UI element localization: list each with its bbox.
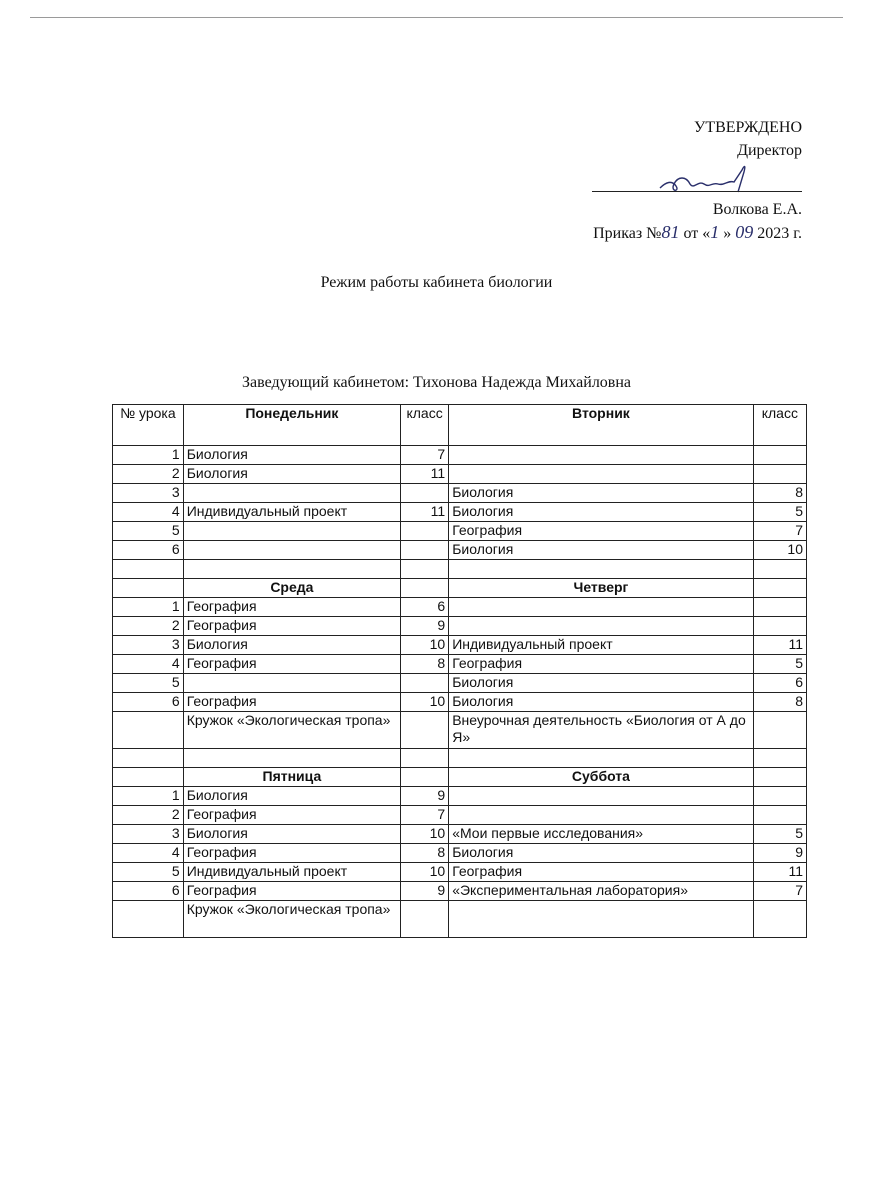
class-cell: 10 — [753, 541, 806, 560]
lesson-number: 3 — [113, 636, 184, 655]
lesson-number: 2 — [113, 617, 184, 636]
subject-cell — [449, 901, 753, 938]
subject-cell: Биология — [183, 465, 400, 484]
schedule-row — [113, 882, 807, 901]
empty-cell — [183, 749, 400, 768]
subject-cell — [449, 598, 753, 617]
subject-cell: География — [449, 522, 753, 541]
subject-cell — [449, 787, 753, 806]
subject-cell: Биология — [449, 674, 753, 693]
day-header-thursday: Четверг — [449, 579, 753, 598]
order-day: 1 — [710, 222, 720, 242]
empty-cell — [183, 560, 400, 579]
lesson-number: 1 — [113, 598, 184, 617]
class-cell: 11 — [401, 465, 449, 484]
col-lesson-header: № урока — [113, 405, 184, 446]
lesson-number — [113, 712, 184, 749]
subject-cell — [183, 484, 400, 503]
director-name: Волкова Е.А. — [712, 201, 802, 218]
empty-cell — [401, 560, 449, 579]
class-cell: 11 — [401, 503, 449, 522]
day-header-wednesday: Среда — [183, 579, 400, 598]
signature-row — [502, 162, 802, 198]
class-cell: 11 — [753, 863, 806, 882]
empty-cell — [753, 749, 806, 768]
day-header-friday: Пятница — [183, 768, 400, 787]
class-cell — [753, 446, 806, 465]
approval-position: Директор — [737, 142, 802, 159]
class-cell — [753, 787, 806, 806]
lesson-number: 5 — [113, 674, 184, 693]
lesson-number: 1 — [113, 787, 184, 806]
class-cell: 8 — [753, 484, 806, 503]
class-cell — [753, 465, 806, 484]
signature-line — [592, 191, 802, 192]
subject-cell — [449, 465, 753, 484]
head-of-room: Заведующий кабинетом: Тихонова Надежда Михайловна — [241, 374, 632, 391]
lesson-number: 4 — [113, 503, 184, 522]
subject-cell: География — [183, 598, 400, 617]
empty-cell — [753, 579, 806, 598]
subject-cell: «Мои первые исследования» — [449, 825, 753, 844]
empty-cell — [449, 560, 753, 579]
subject-cell — [183, 674, 400, 693]
schedule-row — [113, 844, 807, 863]
subject-cell: Внеурочная деятельность «Биология от А до Я» — [449, 712, 753, 749]
subject-cell: География — [183, 806, 400, 825]
subject-cell: Биология — [183, 787, 400, 806]
empty-cell — [113, 560, 184, 579]
lesson-number: 4 — [113, 655, 184, 674]
lesson-number: 2 — [113, 806, 184, 825]
class-cell: 9 — [401, 617, 449, 636]
class-cell: 8 — [753, 693, 806, 712]
subject-cell — [183, 522, 400, 541]
lesson-number: 6 — [113, 882, 184, 901]
subject-cell: Биология — [183, 446, 400, 465]
empty-cell — [753, 768, 806, 787]
class-cell: 10 — [401, 636, 449, 655]
schedule-row — [113, 541, 807, 560]
empty-cell — [449, 749, 753, 768]
schedule-row — [113, 806, 807, 825]
subject-cell: География — [183, 655, 400, 674]
class-cell — [401, 712, 449, 749]
header-row — [113, 405, 807, 446]
subject-cell — [183, 541, 400, 560]
order-mid: » — [723, 225, 732, 242]
class-cell — [401, 674, 449, 693]
class-cell: 11 — [753, 636, 806, 655]
class-cell: 10 — [401, 825, 449, 844]
class-cell: 9 — [753, 844, 806, 863]
class-cell: 10 — [401, 863, 449, 882]
class-cell — [753, 598, 806, 617]
subject-cell: Кружок «Экологическая тропа» — [183, 712, 400, 749]
class-cell: 6 — [401, 598, 449, 617]
subject-cell: Биология — [449, 484, 753, 503]
empty-cell — [401, 749, 449, 768]
day-header-saturday: Суббота — [449, 768, 753, 787]
schedule-row — [113, 503, 807, 522]
class-cell: 7 — [401, 446, 449, 465]
class-cell — [401, 901, 449, 938]
class-cell — [753, 617, 806, 636]
order-month: 09 — [735, 222, 754, 242]
day-header-row — [113, 768, 807, 787]
empty-cell — [113, 749, 184, 768]
schedule-row — [113, 693, 807, 712]
schedule-row — [113, 484, 807, 503]
schedule-table — [112, 404, 807, 938]
subject-cell — [449, 446, 753, 465]
class-cell — [401, 522, 449, 541]
subject-cell: Кружок «Экологическая тропа» — [183, 901, 400, 938]
class-cell: 7 — [753, 882, 806, 901]
subject-cell: «Экспериментальная лаборатория» — [449, 882, 753, 901]
schedule-row — [113, 465, 807, 484]
subject-cell: Индивидуальный проект — [449, 636, 753, 655]
schedule-row — [113, 787, 807, 806]
class-cell: 8 — [401, 655, 449, 674]
scan-edge-line — [30, 17, 843, 18]
subject-cell: География — [183, 844, 400, 863]
approval-block — [502, 116, 802, 244]
subject-cell: Биология — [183, 636, 400, 655]
schedule-row — [113, 901, 807, 938]
class-cell: 6 — [753, 674, 806, 693]
schedule-row — [113, 712, 807, 749]
subject-cell: Биология — [183, 825, 400, 844]
lesson-number: 5 — [113, 863, 184, 882]
spacer-row — [113, 749, 807, 768]
schedule-row — [113, 636, 807, 655]
class-cell: 8 — [401, 844, 449, 863]
subject-cell: Индивидуальный проект — [183, 503, 400, 522]
class-cell: 9 — [401, 787, 449, 806]
subject-cell: Биология — [449, 844, 753, 863]
empty-cell — [113, 579, 184, 598]
class-cell — [753, 712, 806, 749]
lesson-number: 6 — [113, 541, 184, 560]
col-class-header: класс — [401, 405, 449, 446]
lesson-number: 1 — [113, 446, 184, 465]
approval-status: УТВЕРЖДЕНО — [693, 119, 802, 136]
subject-cell: Индивидуальный проект — [183, 863, 400, 882]
subject-cell: Биология — [449, 503, 753, 522]
class-cell: 10 — [401, 693, 449, 712]
schedule-row — [113, 522, 807, 541]
class-cell: 7 — [753, 522, 806, 541]
schedule-row — [113, 674, 807, 693]
schedule-row — [113, 598, 807, 617]
lesson-number: 6 — [113, 693, 184, 712]
order-line — [502, 221, 802, 244]
schedule-row — [113, 863, 807, 882]
lesson-number: 3 — [113, 825, 184, 844]
spacer-row — [113, 560, 807, 579]
subject-cell: География — [449, 863, 753, 882]
subject-cell: География — [183, 693, 400, 712]
schedule-row — [113, 446, 807, 465]
class-cell — [753, 806, 806, 825]
schedule-row — [113, 655, 807, 674]
day-header-monday: Понедельник — [183, 405, 400, 446]
empty-cell — [401, 768, 449, 787]
director-signature — [652, 162, 762, 198]
col-class-header: класс — [753, 405, 806, 446]
class-cell: 5 — [753, 825, 806, 844]
schedule-row — [113, 825, 807, 844]
lesson-number: 3 — [113, 484, 184, 503]
class-cell — [753, 901, 806, 938]
lesson-number: 2 — [113, 465, 184, 484]
order-number: 81 — [661, 222, 680, 242]
empty-cell — [401, 579, 449, 598]
lesson-number: 5 — [113, 522, 184, 541]
order-prefix: Приказ № — [593, 225, 662, 242]
day-header-tuesday: Вторник — [449, 405, 753, 446]
day-header-row — [113, 579, 807, 598]
subject-cell: Биология — [449, 693, 753, 712]
empty-cell — [753, 560, 806, 579]
order-from: от « — [683, 225, 711, 242]
empty-cell — [113, 768, 184, 787]
class-cell — [401, 484, 449, 503]
order-year: 2023 г. — [757, 225, 802, 242]
subject-cell — [449, 617, 753, 636]
class-cell: 5 — [753, 503, 806, 522]
subject-cell: География — [183, 882, 400, 901]
schedule-row — [113, 617, 807, 636]
class-cell — [401, 541, 449, 560]
document-title: Режим работы кабинета биологии — [320, 274, 553, 291]
lesson-number — [113, 901, 184, 938]
subject-cell — [449, 806, 753, 825]
class-cell: 7 — [401, 806, 449, 825]
subject-cell: География — [449, 655, 753, 674]
subject-cell: Биология — [449, 541, 753, 560]
subject-cell: География — [183, 617, 400, 636]
class-cell: 9 — [401, 882, 449, 901]
class-cell: 5 — [753, 655, 806, 674]
lesson-number: 4 — [113, 844, 184, 863]
